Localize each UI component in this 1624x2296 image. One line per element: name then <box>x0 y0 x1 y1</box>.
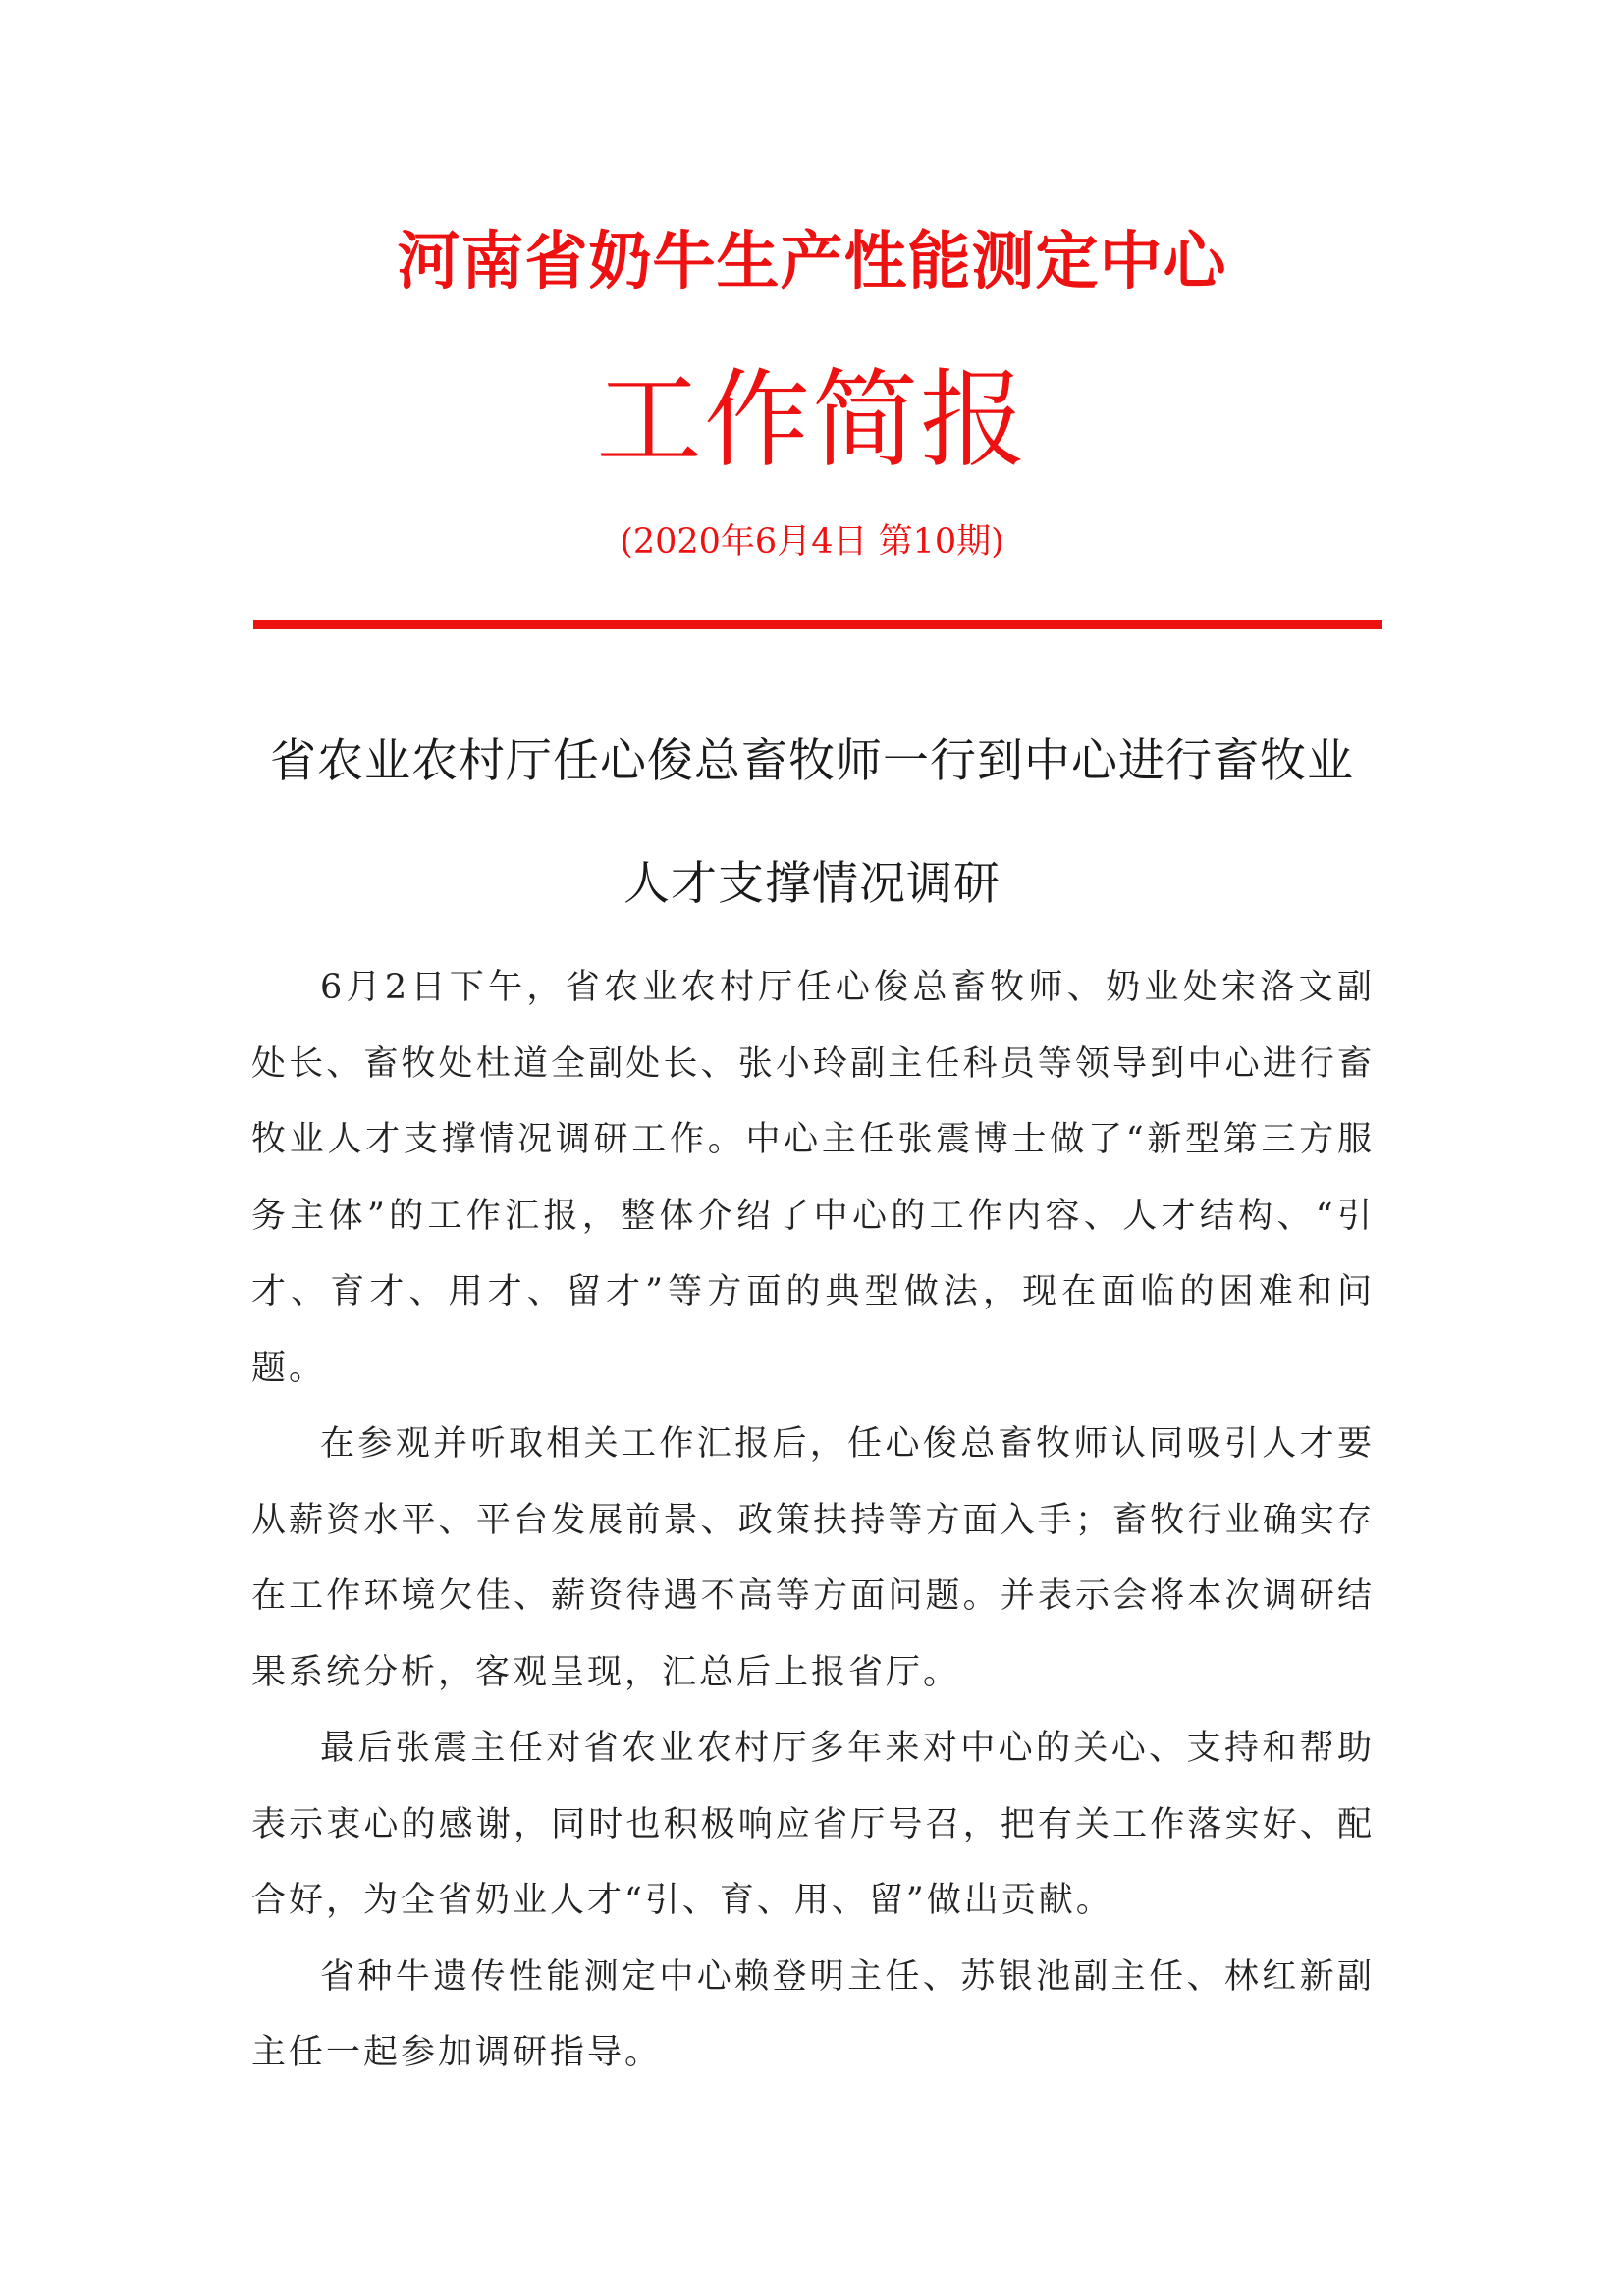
article-title-line-1: 省农业农村厅任心俊总畜牧师一行到中心进行畜牧业 <box>270 734 1354 788</box>
article-body <box>251 950 1375 2092</box>
article-title-line-2: 人才支撑情况调研 <box>623 857 1001 911</box>
paragraph: 6月2日下午，省农业农村厅任心俊总畜牧师、奶业处宋洛文副处长、畜牧处杜道全副处长、张小玲副主任科员等领导到中心进行畜牧业人才支撑情况调研工作。中心主任张震博士做了“新型第三方服务主体”的工作汇报，整体介绍了中心的工作内容、人才结构、“引才、育才、用才、留才”等方面的典型做法，现在面临的困难和问题。 <box>251 968 1375 1388</box>
paragraph: 在参观并听取相关工作汇报后，任心俊总畜牧师认同吸引人才要从薪资水平、平台发展前景、政策扶持等方面入手；畜牧行业确实存在工作环境欠佳、薪资待遇不高等方面问题。并表示会将本次调研结果系统分析，客观呈现，汇总后上报省厅。 <box>251 1424 1375 1692</box>
header-divider <box>253 620 1382 629</box>
paragraph: 最后张震主任对省农业农村厅多年来对中心的关心、支持和帮助表示衷心的感谢，同时也积极响应省厅号召，把有关工作落实好、配合好，为全省奶业人才“引、育、用、留”做出贡献。 <box>251 1729 1375 1920</box>
publication-title: 工作简报 <box>595 359 1028 482</box>
paragraph: 省种牛遗传性能测定中心赖登明主任、苏银池副主任、林红新副主任一起参加调研指导。 <box>251 1956 1375 2072</box>
organization-title: 河南省奶牛生产性能测定中心 <box>397 226 1227 298</box>
issue-info: (2020年6月4日 第10期) <box>620 522 1004 561</box>
